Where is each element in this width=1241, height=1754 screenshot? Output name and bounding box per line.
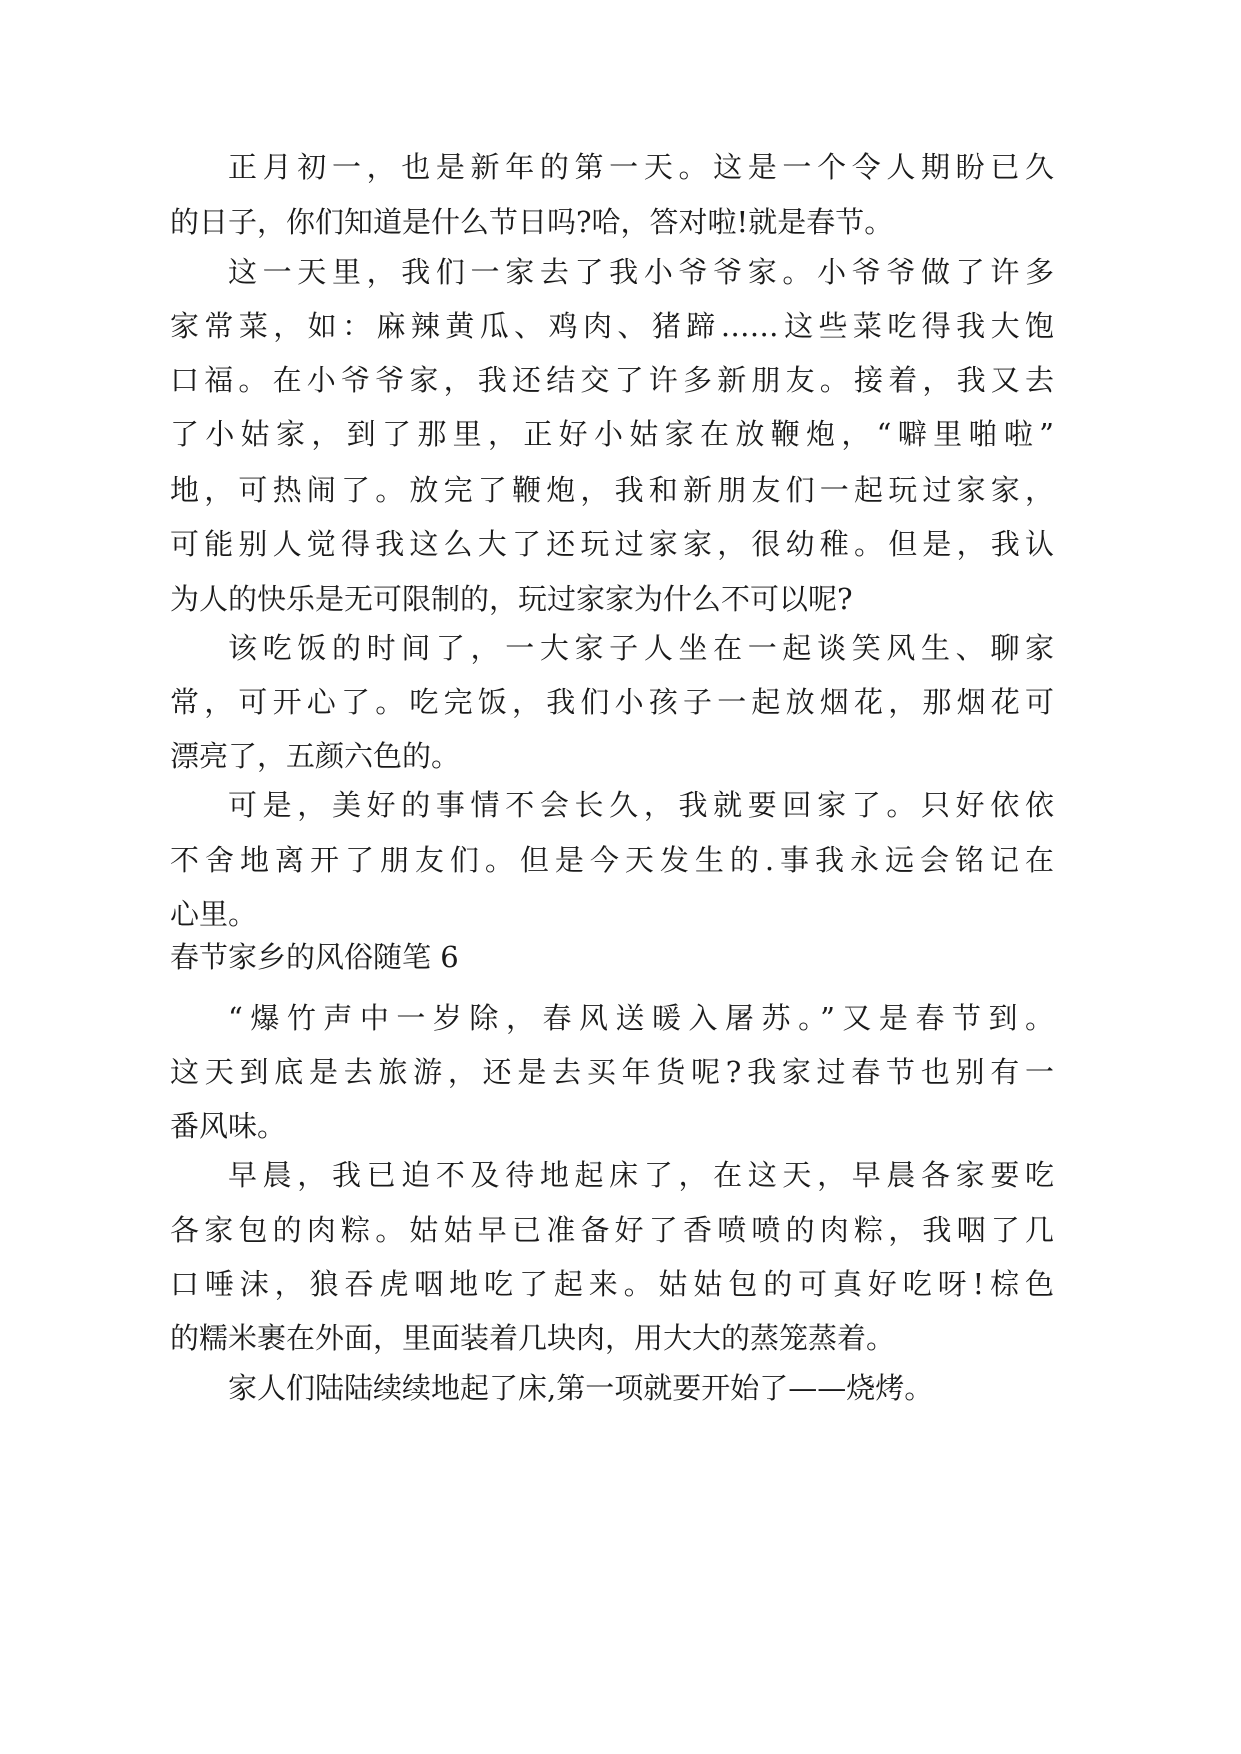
paragraph-2-line-3: 口福。在小爷爷家，我还结交了许多新朋友。接着，我又去 bbox=[170, 363, 1054, 397]
paragraph-2-line-4: 了小姑家，到了那里，正好小姑家在放鞭炮，“噼里啪啦” bbox=[170, 417, 1054, 451]
paragraph-2-line-7: 为人的快乐是无可限制的，玩过家家为什么不可以呢? bbox=[170, 582, 853, 616]
paragraph-2-line-5: 地，可热闹了。放完了鞭炮，我和新朋友们一起玩过家家， bbox=[170, 473, 1054, 507]
paragraph-4-line-1: 可是，美好的事情不会长久，我就要回家了。只好依依 bbox=[228, 788, 1054, 822]
paragraph-7-line-1: 家人们陆陆续续地起了床,第一项就要开始了——烧烤。 bbox=[228, 1371, 934, 1405]
paragraph-3-line-3: 漂亮了，五颜六色的。 bbox=[170, 739, 461, 773]
paragraph-6-line-3: 口唾沫，狼吞虎咽地吃了起来。姑姑包的可真好吃呀!棕色 bbox=[170, 1267, 1054, 1301]
paragraph-5-line-1: “爆竹声中一岁除，春风送暖入屠苏。”又是春节到。 bbox=[228, 1001, 1054, 1035]
paragraph-3-line-2: 常，可开心了。吃完饭，我们小孩子一起放烟花，那烟花可 bbox=[170, 685, 1054, 719]
paragraph-3-line-1: 该吃饭的时间了，一大家子人坐在一起谈笑风生、聊家 bbox=[228, 631, 1054, 665]
paragraph-2-line-2: 家常菜，如：麻辣黄瓜、鸡肉、猪蹄……这些菜吃得我大饱 bbox=[170, 309, 1054, 343]
paragraph-2-line-6: 可能别人觉得我这么大了还玩过家家，很幼稚。但是，我认 bbox=[170, 527, 1054, 561]
paragraph-2-line-1: 这一天里，我们一家去了我小爷爷家。小爷爷做了许多 bbox=[228, 255, 1054, 289]
paragraph-5-line-3: 番风味。 bbox=[170, 1109, 287, 1143]
paragraph-1-line-1: 正月初一，也是新年的第一天。这是一个令人期盼已久 bbox=[228, 150, 1054, 184]
paragraph-4-line-3: 心里。 bbox=[170, 897, 258, 931]
section-heading: 春节家乡的风俗随笔 6 bbox=[170, 940, 459, 974]
paragraph-5-line-2: 这天到底是去旅游，还是去买年货呢?我家过春节也别有一 bbox=[170, 1055, 1054, 1089]
paragraph-6-line-2: 各家包的肉粽。姑姑早已准备好了香喷喷的肉粽，我咽了几 bbox=[170, 1213, 1054, 1247]
paragraph-6-line-4: 的糯米裹在外面，里面装着几块肉，用大大的蒸笼蒸着。 bbox=[170, 1321, 896, 1355]
paragraph-4-line-2: 不舍地离开了朋友们。但是今天发生的.事我永远会铭记在 bbox=[170, 843, 1054, 877]
paragraph-6-line-1: 早晨，我已迫不及待地起床了，在这天，早晨各家要吃 bbox=[228, 1158, 1054, 1192]
paragraph-1-line-2: 的日子，你们知道是什么节日吗?哈，答对啦!就是春节。 bbox=[170, 205, 894, 239]
